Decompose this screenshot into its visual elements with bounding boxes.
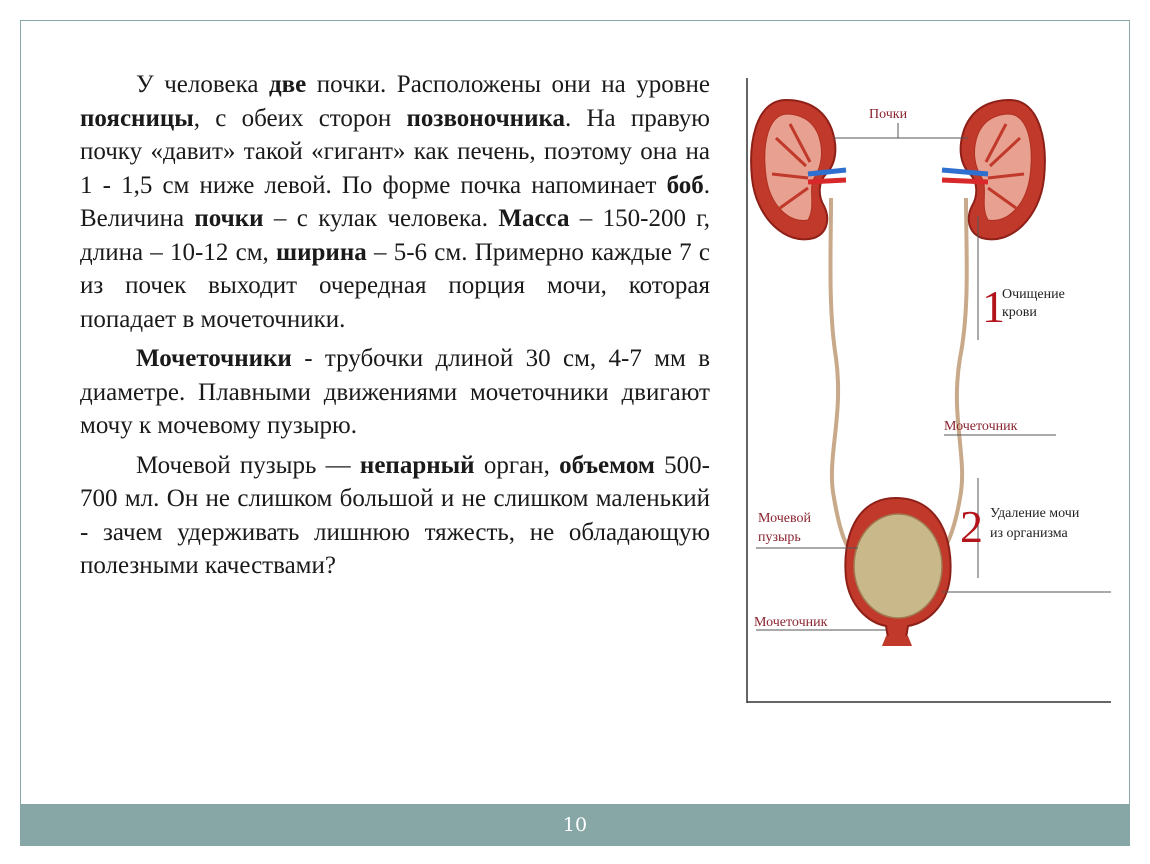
label-step2-line1: Удаление мочи — [990, 506, 1080, 521]
text-run: У человека — [136, 71, 269, 98]
bold-term: две — [268, 71, 307, 98]
label-step1-number: 1 — [982, 281, 1005, 332]
text-run: . На правую почку «давит» такой «гигант» как печень, поэтому она на 1 - 1,5 см ниже левой. По форме почка напоминает — [80, 104, 710, 199]
label-bladder-line1: Мочевой — [758, 511, 811, 526]
label-step2-line2: из организма — [990, 526, 1068, 541]
footer-bar — [20, 804, 1130, 846]
text-run: почки. Расположены они на уровне — [306, 71, 711, 98]
bold-term: почки — [194, 205, 264, 232]
text-run: – с кулак человека. — [263, 205, 499, 232]
paragraph-ureters — [80, 342, 710, 443]
label-bladder-line2: пузырь — [758, 530, 801, 545]
text-run: . Величина — [80, 171, 710, 232]
right-kidney-icon — [942, 100, 1045, 239]
text-run: – 5-6 см. Примерно каждые 7 с из почек выходит очередная порция мочи, которая попадает в мочеточники. — [80, 238, 710, 333]
bold-term: Мочеточники — [136, 345, 292, 372]
body-text — [80, 68, 710, 589]
text-run: Мочевой пузырь — — [136, 451, 360, 479]
text-run: - трубочки длиной 30 см, 4-7 мм в диаметре. Плавными движениями мочеточники двигают мочу к мочевому пузырю. — [80, 345, 710, 439]
text-run: – 150-200 г, длина – 10-12 см, — [80, 205, 710, 266]
label-step1-line1: Очищение — [1002, 287, 1065, 302]
label-ureter-bottom: Мочеточник — [754, 615, 828, 630]
bold-term: ширина — [276, 238, 367, 266]
page-number: 10 — [562, 814, 588, 836]
left-ureter — [830, 198, 856, 558]
text-run: , с обеих сторон — [193, 104, 407, 132]
text-run: орган, — [474, 451, 560, 479]
label-ureter-right: Мочеточник — [944, 419, 1018, 434]
urinary-system-diagram — [746, 78, 1111, 703]
bold-term: поясницы — [80, 104, 194, 132]
bladder-icon — [845, 498, 950, 646]
bold-term: позвоночника — [406, 104, 566, 132]
text-run: 500-700 мл. Он не слишком большой и не слишком маленький - зачем удерживать лишнюю тяжесть, не обладающую полезными качествами? — [80, 451, 711, 579]
bold-term: боб — [666, 171, 704, 199]
bold-term: Масса — [498, 205, 570, 232]
bold-term: объемом — [559, 451, 655, 479]
paragraph-kidneys — [80, 68, 710, 336]
label-step1-line2: крови — [1002, 305, 1037, 320]
paragraph-bladder — [80, 449, 710, 583]
label-step2-number: 2 — [960, 501, 983, 552]
label-kidneys: Почки — [869, 107, 908, 122]
bold-term: непарный — [359, 451, 475, 479]
